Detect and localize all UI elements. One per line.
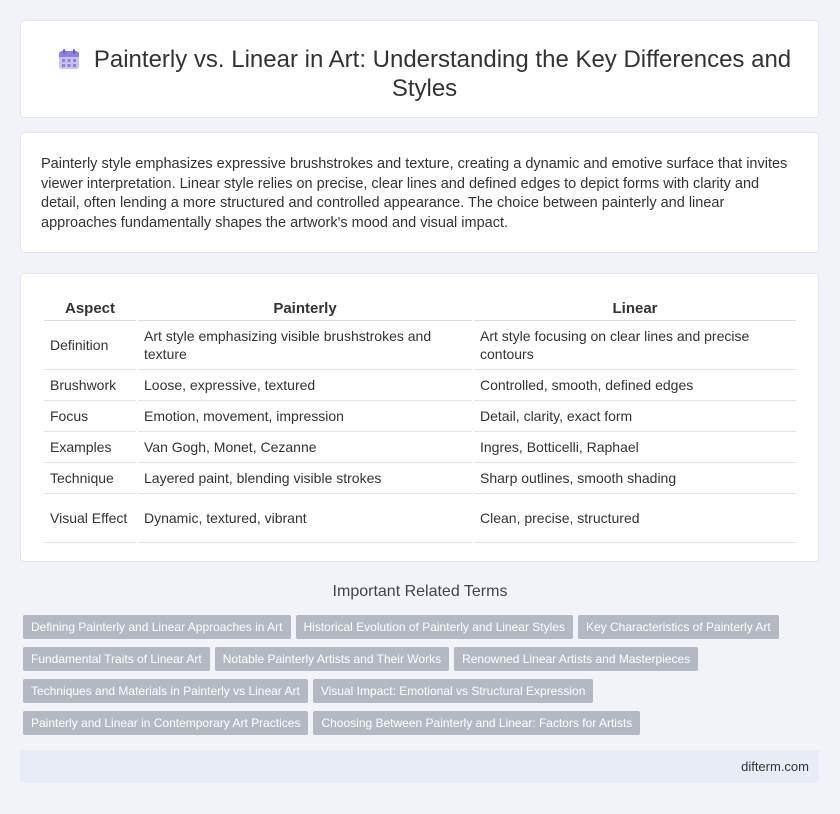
table-row: [44, 370, 796, 401]
linear-cell: Art style focusing on clear lines and precise contours: [474, 321, 796, 370]
comparison-table: [42, 296, 798, 543]
header-aspect: Aspect: [44, 296, 136, 321]
aspect-cell: Technique: [44, 463, 136, 494]
painterly-cell: Art style emphasizing visible brushstrokes and texture: [138, 321, 472, 370]
related-term-tag[interactable]: Notable Painterly Artists and Their Works: [215, 647, 449, 671]
intro-paragraph: Painterly style emphasizes expressive brushstrokes and texture, creating a dynamic and emotive surface that invites viewer interpretation. Linear style relies on precise, clear lines and defined edges to depict forms with clarity and detail, often lending a more structured and controlled appearance. The choice between painterly and linear approaches fundamentally shapes the artwork's mood and visual impact.: [41, 156, 788, 231]
header-card: [20, 20, 819, 118]
table-row: [44, 432, 796, 463]
related-term-tag[interactable]: Techniques and Materials in Painterly vs Linear Art: [23, 679, 308, 703]
header-linear: Linear: [474, 296, 796, 321]
page-title: Painterly vs. Linear in Art: Understanding the Key Differences and Styles: [93, 46, 792, 102]
table-row: [44, 321, 796, 370]
painterly-cell: Van Gogh, Monet, Cezanne: [138, 432, 472, 463]
painterly-cell: Layered paint, blending visible strokes: [138, 463, 472, 494]
related-term-tag[interactable]: Historical Evolution of Painterly and Linear Styles: [296, 615, 573, 639]
aspect-cell: Examples: [44, 432, 136, 463]
linear-cell: Controlled, smooth, defined edges: [474, 370, 796, 401]
footer-site-name[interactable]: difterm.com: [741, 759, 809, 774]
linear-cell: Sharp outlines, smooth shading: [474, 463, 796, 494]
table-row: [44, 401, 796, 432]
table-row: [44, 494, 796, 543]
painterly-cell: Emotion, movement, impression: [138, 401, 472, 432]
related-term-tag[interactable]: Painterly and Linear in Contemporary Art Practices: [23, 711, 308, 735]
related-term-tag[interactable]: Defining Painterly and Linear Approaches in Art: [23, 615, 291, 639]
footer: [20, 750, 819, 783]
calendar-icon: [58, 48, 80, 70]
comparison-card: [20, 273, 819, 562]
aspect-cell: Brushwork: [44, 370, 136, 401]
table-header-row: [44, 296, 796, 321]
linear-cell: Detail, clarity, exact form: [474, 401, 796, 432]
related-terms-title: Important Related Terms: [332, 583, 508, 600]
table-row: [44, 463, 796, 494]
intro-card: [20, 132, 819, 253]
painterly-cell: Loose, expressive, textured: [138, 370, 472, 401]
aspect-cell: Definition: [44, 321, 136, 370]
linear-cell: Clean, precise, structured: [474, 494, 796, 543]
header-painterly: Painterly: [138, 296, 472, 321]
related-term-tag[interactable]: Renowned Linear Artists and Masterpieces: [454, 647, 698, 671]
related-term-tag[interactable]: Key Characteristics of Painterly Art: [578, 615, 779, 639]
linear-cell: Ingres, Botticelli, Raphael: [474, 432, 796, 463]
related-terms-list: [23, 615, 793, 743]
related-term-tag[interactable]: Choosing Between Painterly and Linear: Factors for Artists: [313, 711, 640, 735]
aspect-cell: Visual Effect: [44, 494, 136, 543]
painterly-cell: Dynamic, textured, vibrant: [138, 494, 472, 543]
related-term-tag[interactable]: Visual Impact: Emotional vs Structural Expression: [313, 679, 594, 703]
page-title-row: [51, 45, 798, 103]
related-term-tag[interactable]: Fundamental Traits of Linear Art: [23, 647, 210, 671]
aspect-cell: Focus: [44, 401, 136, 432]
